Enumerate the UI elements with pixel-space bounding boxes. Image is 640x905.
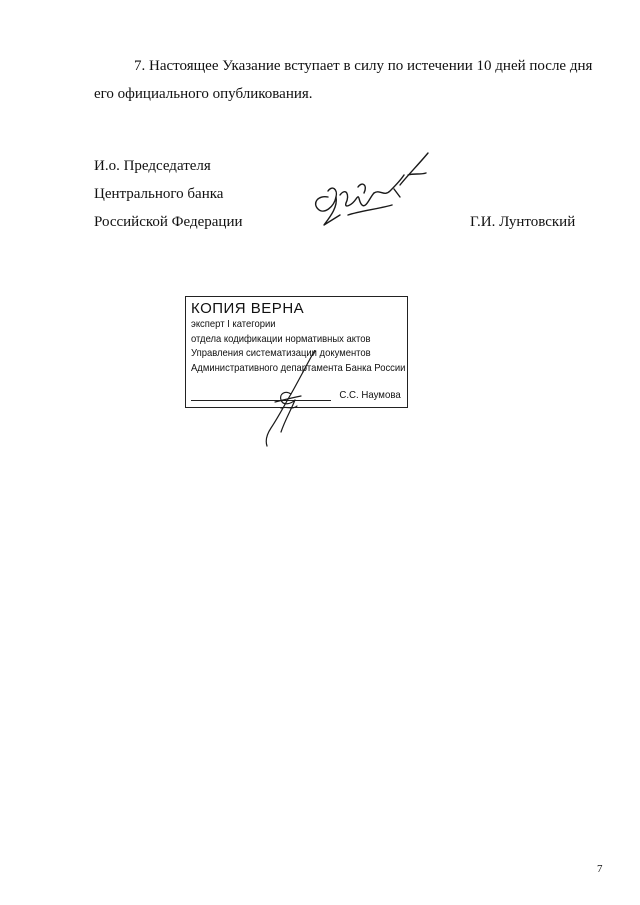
stamp-signer-name: С.С. Наумова [339,389,401,401]
paragraph-line-2: его официального опубликования. [94,86,313,102]
stamp-line-1: эксперт I категории [191,318,276,330]
stamp-line-4: Административного департамента Банка России [191,361,406,374]
signatory-title-line-2: Центрального банка [94,186,224,202]
paragraph-7 [94,52,609,108]
signatory-name: Г.И. Лунтовский [470,214,576,230]
signatory-title-line-1: И.о. Председателя [94,158,211,174]
page-number: 7 [597,863,603,875]
stamp-title: КОПИЯ ВЕРНА [191,300,305,317]
stamp-line-2: отдела кодификации нормативных актов [191,332,371,345]
paragraph-line-1: 7. Настоящее Указание вступает в силу по истечении 10 дней после дня [134,58,593,74]
signatory-title-line-3: Российской Федерации [94,214,243,230]
signatory-title [94,152,243,236]
stamp-line-3: Управления систематизации документов [191,347,371,359]
stamp-handwritten-signature [255,350,325,450]
handwritten-signature [300,145,440,245]
